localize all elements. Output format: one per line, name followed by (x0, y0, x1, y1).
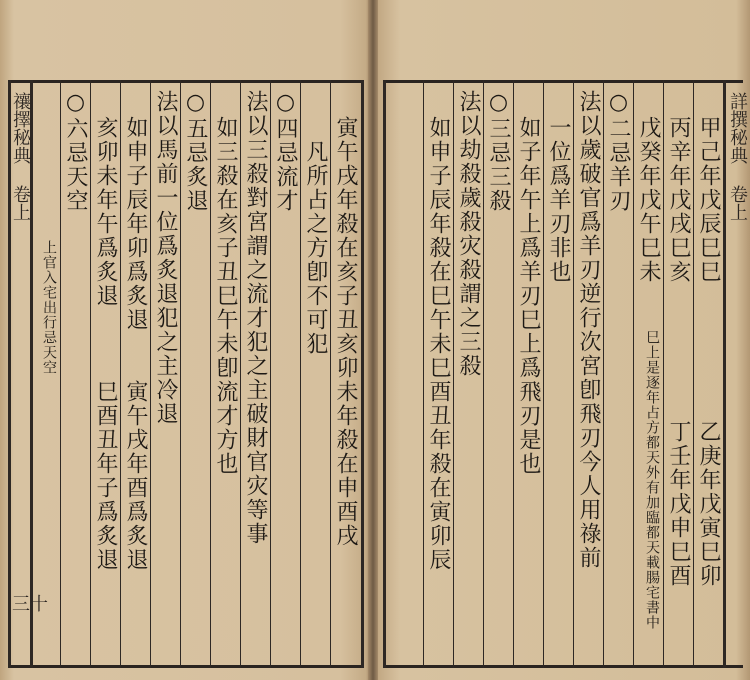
column-rule (300, 80, 301, 668)
column-rule (90, 80, 91, 668)
column-rule (423, 80, 424, 668)
column-rule (180, 80, 181, 668)
column-rule (603, 80, 604, 668)
text-column: 如三殺在亥子丑巳午未卽流才方也 (213, 116, 238, 476)
text-column: 法以歲破官爲羊刃逆行次宮卽飛刃今人用祿前 (576, 90, 601, 570)
section-heading: ○二忌羊刃 (606, 90, 631, 213)
column-rule (240, 80, 241, 668)
margin-title: 詳撰秘典 卷上 (727, 92, 748, 221)
column-rule (210, 80, 211, 668)
column-rule (330, 80, 331, 668)
right-page (377, 0, 750, 680)
annotation-column: 上官入宅出行忌天空 (41, 240, 57, 375)
section-heading: ○四忌流才 (273, 90, 298, 213)
text-column: 甲己年戊辰巳巳 (696, 116, 721, 284)
page-number: 三十 (12, 594, 48, 615)
text-column: 法以馬前一位爲炙退犯之主冷退 (153, 90, 178, 426)
text-column-lower: 巳酉丑年子爲炙退 (93, 380, 118, 572)
text-column: 法以三殺對宮謂之流才犯之主破財官灾等事 (243, 90, 268, 546)
text-column: 亥卯未年午爲炙退 (93, 116, 118, 308)
text-column: 如申子辰年殺在巳午未巳酉丑年殺在寅卯辰 (426, 116, 451, 572)
left-page-border-line (361, 80, 364, 668)
section-heading: ○六忌天空 (63, 90, 88, 213)
column-rule (543, 80, 544, 668)
column-rule (633, 80, 634, 668)
text-column: 如申子辰年卯爲炙退 (123, 116, 148, 332)
column-rule (483, 80, 484, 668)
column-rule (513, 80, 514, 668)
text-column-lower: 丁壬年戊申巳酉 (666, 420, 691, 588)
column-rule (270, 80, 271, 668)
text-column: 法以劫殺歲殺灾殺謂之三殺 (456, 90, 481, 378)
text-column: 如子年午上爲羊刃巳上爲飛刃是也 (516, 116, 541, 476)
right-page-border-line (383, 80, 386, 668)
section-heading: ○三忌三殺 (486, 90, 511, 213)
column-rule (453, 80, 454, 668)
text-column-lower: 乙庚年戊寅巳卯 (696, 420, 721, 588)
column-rule (573, 80, 574, 668)
column-rule (693, 80, 694, 668)
text-column-lower: 寅午戌年酉爲炙退 (123, 380, 148, 572)
margin-title: 禳擇秘典 卷上 (10, 92, 31, 221)
section-heading: ○五忌炙退 (183, 90, 208, 213)
column-rule (120, 80, 121, 668)
left-page (0, 0, 370, 680)
text-column: 丙辛年戊戌巳亥 (666, 116, 691, 284)
text-column: 凡所占之方卽不可犯 (303, 140, 328, 356)
text-column: 寅午戌年殺在亥子丑亥卯未年殺在申酉戌 (333, 116, 358, 548)
text-column: 戊癸年戊午巳未 (636, 116, 661, 284)
annotation-column: 巳上是逐年占方都天外有加臨都天載腸宅書中 (644, 330, 660, 630)
column-rule (150, 80, 151, 668)
text-column: 一位爲羊刃非也 (546, 116, 571, 284)
